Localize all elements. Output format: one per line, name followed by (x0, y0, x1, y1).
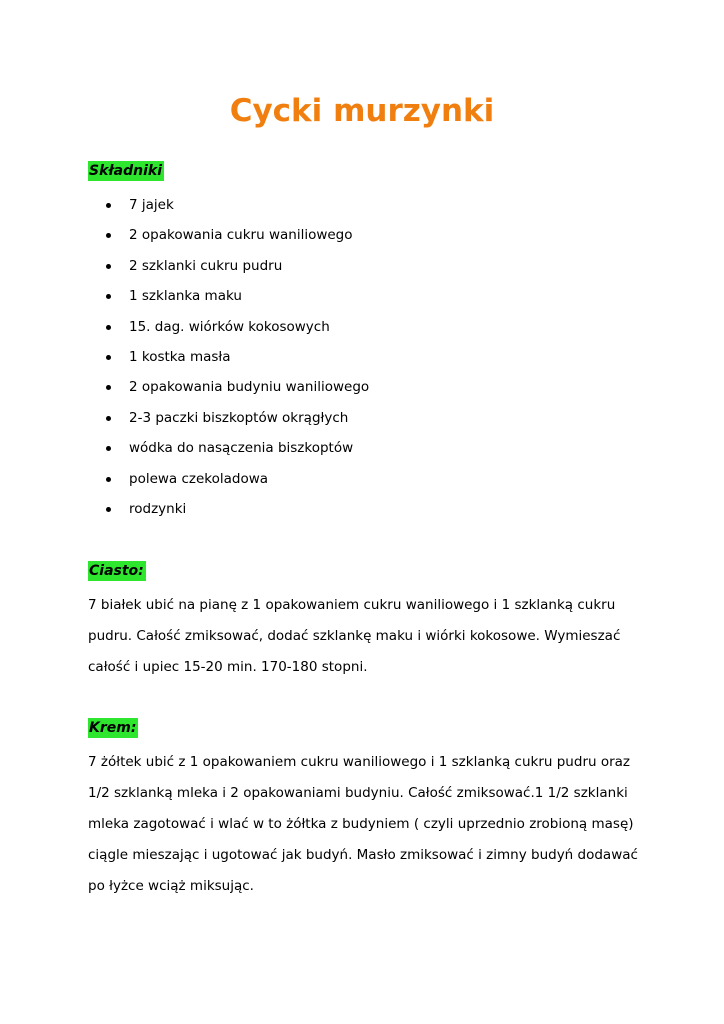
list-item (88, 190, 369, 220)
bullet-icon (106, 416, 111, 421)
cream-paragraph (88, 747, 648, 902)
list-item (88, 433, 369, 463)
bullet-icon (106, 233, 111, 238)
paragraph-line: mleka zagotować i wlać w to żółtka z budyniem ( czyli uprzednio zrobioną masę) (88, 816, 634, 832)
ingredient-text: 2 opakowania budyniu waniliowego (129, 379, 370, 396)
ingredient-text: 7 jajek (129, 197, 174, 213)
ingredient-text: 2-3 paczki biszkoptów okrągłych (129, 409, 349, 426)
list-item (88, 403, 369, 433)
list-item (88, 372, 369, 402)
paragraph-line: 1/2 szklanką mleka i 2 opakowaniami budyniu. Całość zmiksować.1 1/2 szklanki (88, 785, 628, 801)
ingredient-text: 2 opakowania cukru waniliowego (129, 227, 353, 244)
dough-paragraph (88, 590, 648, 683)
bullet-icon (106, 203, 111, 208)
bullet-icon (106, 446, 111, 451)
ingredient-text: 1 kostka masła (129, 348, 231, 365)
ingredients-heading-text: Składniki (89, 163, 162, 179)
bullet-icon (106, 325, 111, 330)
bullet-icon (106, 264, 111, 269)
paragraph-line: 7 białek ubić na pianę z 1 opakowaniem cukru waniliowego i 1 szklanką cukru (88, 597, 616, 613)
ingredient-text: 15. dag. wiórków kokosowych (129, 318, 330, 335)
list-item (88, 464, 369, 494)
paragraph-line: 7 żółtek ubić z 1 opakowaniem cukru waniliowego i 1 szklanką cukru pudru oraz (88, 754, 631, 770)
dough-heading-text: Ciasto: (89, 563, 144, 579)
ingredient-text: 2 szklanki cukru pudru (129, 257, 283, 274)
ingredient-text: rodzynki (129, 500, 187, 517)
ingredient-text: 1 szklanka maku (129, 288, 242, 305)
paragraph-line: całość i upiec 15-20 min. 170-180 stopni. (88, 659, 368, 675)
paragraph-line: ciągle mieszając i ugotować jak budyń. Masło zmiksować i zimny budyń dodawać (88, 847, 638, 863)
paragraph-line: pudru. Całość zmiksować, dodać szklankę maku i wiórki kokosowe. Wymieszać (88, 628, 621, 644)
dough-heading (88, 561, 146, 581)
list-item (88, 220, 369, 250)
bullet-icon (106, 507, 111, 512)
list-item (88, 281, 369, 311)
ingredients-heading (88, 161, 164, 181)
bullet-icon (106, 355, 111, 360)
ingredient-text: polewa czekoladowa (129, 470, 269, 487)
list-item (88, 342, 369, 372)
ingredients-list (88, 190, 369, 524)
ingredient-text: wódka do nasączenia biszkoptów (129, 440, 354, 457)
cream-heading-text: Krem: (89, 720, 137, 736)
page-title: Cycki murzynki (229, 93, 495, 129)
paragraph-line: po łyżce wciąż miksując. (88, 878, 254, 894)
bullet-icon (106, 385, 111, 390)
cream-heading (88, 718, 138, 738)
list-item (88, 312, 369, 342)
list-item (88, 251, 369, 281)
list-item (88, 494, 369, 524)
bullet-icon (106, 294, 111, 299)
bullet-icon (106, 477, 111, 482)
